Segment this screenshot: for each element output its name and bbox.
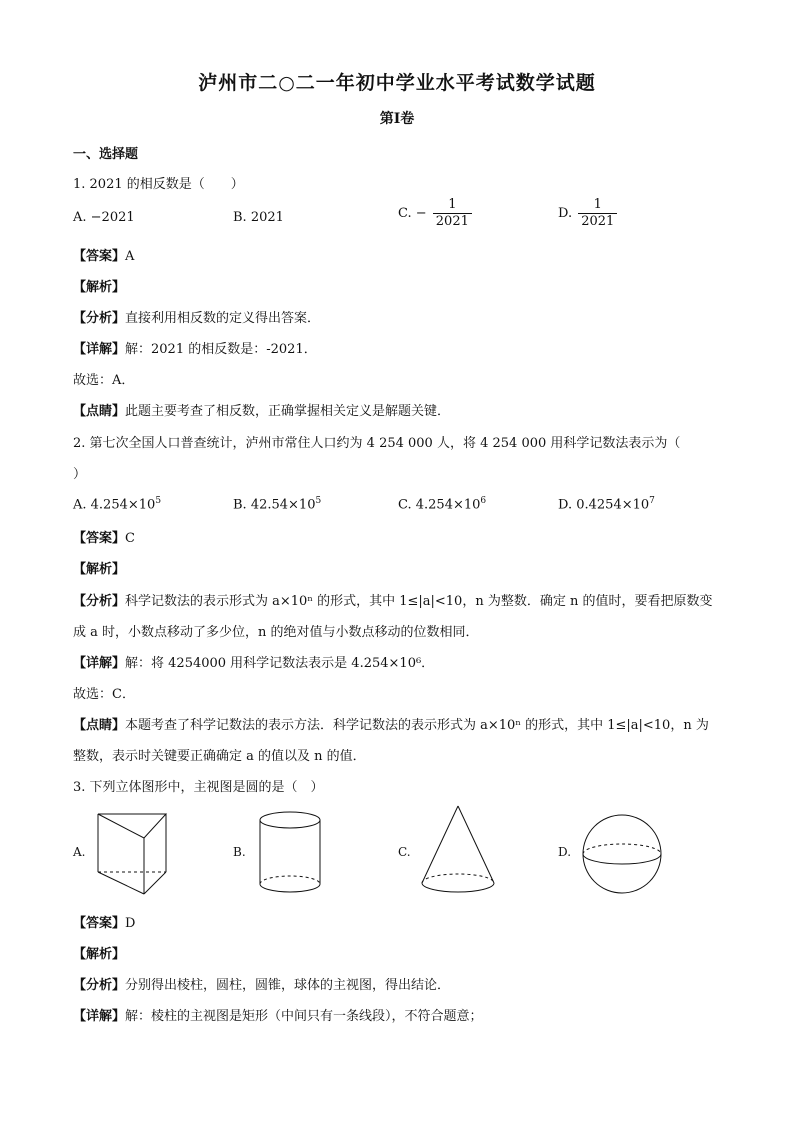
q2-dianjing-text1: 本题考查了科学记数法的表示方法．科学记数法的表示形式为 a×10ⁿ 的形式，其中 1≤|a|<10，n 为	[125, 718, 709, 733]
q3-answer	[73, 912, 135, 931]
q3-xiangjie-text: 解：棱柱的主视图是矩形（中间只有一条线段），不符合题意；	[125, 1009, 483, 1024]
q1-option-d-denominator: 2021	[581, 214, 615, 229]
q2-option-a-text: A. 4.254×10	[73, 497, 156, 513]
q3-fenxi	[73, 974, 450, 993]
q1-guxuan: 故选：A．	[73, 373, 135, 388]
q1-dianjing	[73, 400, 450, 419]
q3-answer-value: D	[125, 916, 136, 931]
q1-option-c-denominator: 2021	[435, 214, 469, 229]
dianjing-label: 【点睛】	[73, 404, 126, 419]
q2-answer-value: C	[125, 531, 135, 546]
volume-title: 第Ⅰ卷	[379, 111, 415, 127]
q1-option-c-numerator: 1	[433, 197, 472, 214]
fenxi-label: 【分析】	[73, 311, 126, 326]
q2-option-c	[398, 496, 486, 512]
q1-answer	[73, 245, 134, 264]
q2-option-d-exp: 7	[649, 496, 655, 506]
q3-stem: 3. 下列立体图形中，主视图是圆的是（ ）	[73, 780, 324, 795]
q1-analysis-label	[73, 276, 125, 295]
q2-option-d-text: D. 0.4254×10	[558, 497, 650, 513]
answer-label: 【答案】	[73, 531, 126, 546]
q1-option-b: B. 2021	[233, 210, 284, 225]
q3-fig-d-label: D.	[558, 845, 572, 859]
q1-option-d-numerator: 1	[578, 197, 617, 214]
sphere-figure	[580, 812, 664, 896]
q2-stem-line2: ）	[73, 467, 87, 482]
q3-analysis-label	[73, 943, 125, 962]
q1-dianjing-text: 此题主要考查了相反数，正确掌握相关定义是解题关键．	[125, 404, 451, 419]
q2-dianjing-line2: 整数，表示时关键要正确确定 a 的值以及 n 的值．	[73, 749, 366, 764]
q2-option-d	[558, 496, 655, 512]
xiangjie-label: 【详解】	[73, 656, 126, 671]
q2-guxuan: 故选：C．	[73, 687, 135, 702]
xiangjie-label: 【详解】	[73, 1009, 126, 1024]
dianjing-label: 【点睛】	[73, 718, 126, 733]
q2-fenxi-line2: 成 a 时，小数点移动了多少位，n 的绝对值与小数点移动的位数相同．	[73, 625, 479, 640]
q2-answer	[73, 527, 135, 546]
q3-fenxi-text: 分别得出棱柱，圆柱，圆锥，球体的主视图，得出结论．	[125, 978, 451, 993]
q2-option-b-text: B. 42.54×10	[233, 497, 316, 513]
q3-fig-c-label: C.	[398, 845, 411, 859]
q2-fenxi-text1: 科学记数法的表示形式为 a×10ⁿ 的形式，其中 1≤|a|<10，n 为整数．确定 n 的值时，要看把原数变	[125, 594, 713, 609]
q2-xiangjie	[73, 652, 434, 671]
q2-stem-line1: 2. 第七次全国人口普查统计，泸州市常住人口约为 4 254 000 人，将 4 254 000 用科学记数法表示为（	[73, 436, 681, 451]
q1-option-d-prefix: D.	[558, 206, 573, 221]
q1-option-a: A. −2021	[73, 210, 135, 225]
fenxi-label: 【分析】	[73, 594, 126, 609]
q1-xiangjie-text: 解：2021 的相反数是：-2021．	[125, 342, 317, 357]
q1-answer-value: A	[125, 249, 135, 264]
section-heading: 一、选择题	[73, 147, 139, 162]
q1-option-d-fraction	[578, 197, 617, 230]
q1-option-d	[558, 197, 617, 230]
q2-xiangjie-text: 解：将 4254000 用科学记数法表示是 4.254×10⁶．	[125, 656, 435, 671]
q1-xiangjie	[73, 338, 317, 357]
q2-option-a-exp: 5	[155, 496, 162, 506]
q2-fenxi-line1	[73, 590, 712, 609]
q1-fenxi	[73, 307, 320, 326]
q1-fenxi-text: 直接利用相反数的定义得出答案．	[125, 311, 321, 326]
fenxi-label: 【分析】	[73, 978, 126, 993]
answer-label: 【答案】	[73, 249, 126, 264]
q2-option-b-exp: 5	[315, 496, 322, 506]
q3-fig-b-label: B.	[233, 845, 246, 859]
xiangjie-label: 【详解】	[73, 342, 126, 357]
q1-option-c-fraction	[433, 197, 472, 230]
page-title: 泸州市二○二一年初中学业水平考试数学试题	[198, 72, 596, 94]
q2-option-c-text: C. 4.254×10	[398, 497, 481, 513]
q2-option-c-exp: 6	[480, 496, 487, 506]
q1-stem: 1. 2021 的相反数是（ ）	[73, 177, 244, 192]
q2-analysis-label	[73, 558, 125, 577]
analysis-label: 【解析】	[73, 280, 126, 295]
cone-figure	[418, 803, 498, 898]
q1-option-c-prefix: C. −	[398, 206, 427, 221]
q2-dianjing-line1	[73, 714, 709, 733]
cylinder-figure	[255, 808, 325, 898]
q3-xiangjie	[73, 1005, 483, 1024]
q2-option-a	[73, 496, 161, 512]
analysis-label: 【解析】	[73, 562, 126, 577]
analysis-label: 【解析】	[73, 947, 126, 962]
triangular-prism-figure	[92, 808, 172, 898]
q2-option-b	[233, 496, 321, 512]
q1-option-c	[398, 197, 472, 230]
answer-label: 【答案】	[73, 916, 126, 931]
q3-fig-a-label: A.	[73, 845, 86, 859]
